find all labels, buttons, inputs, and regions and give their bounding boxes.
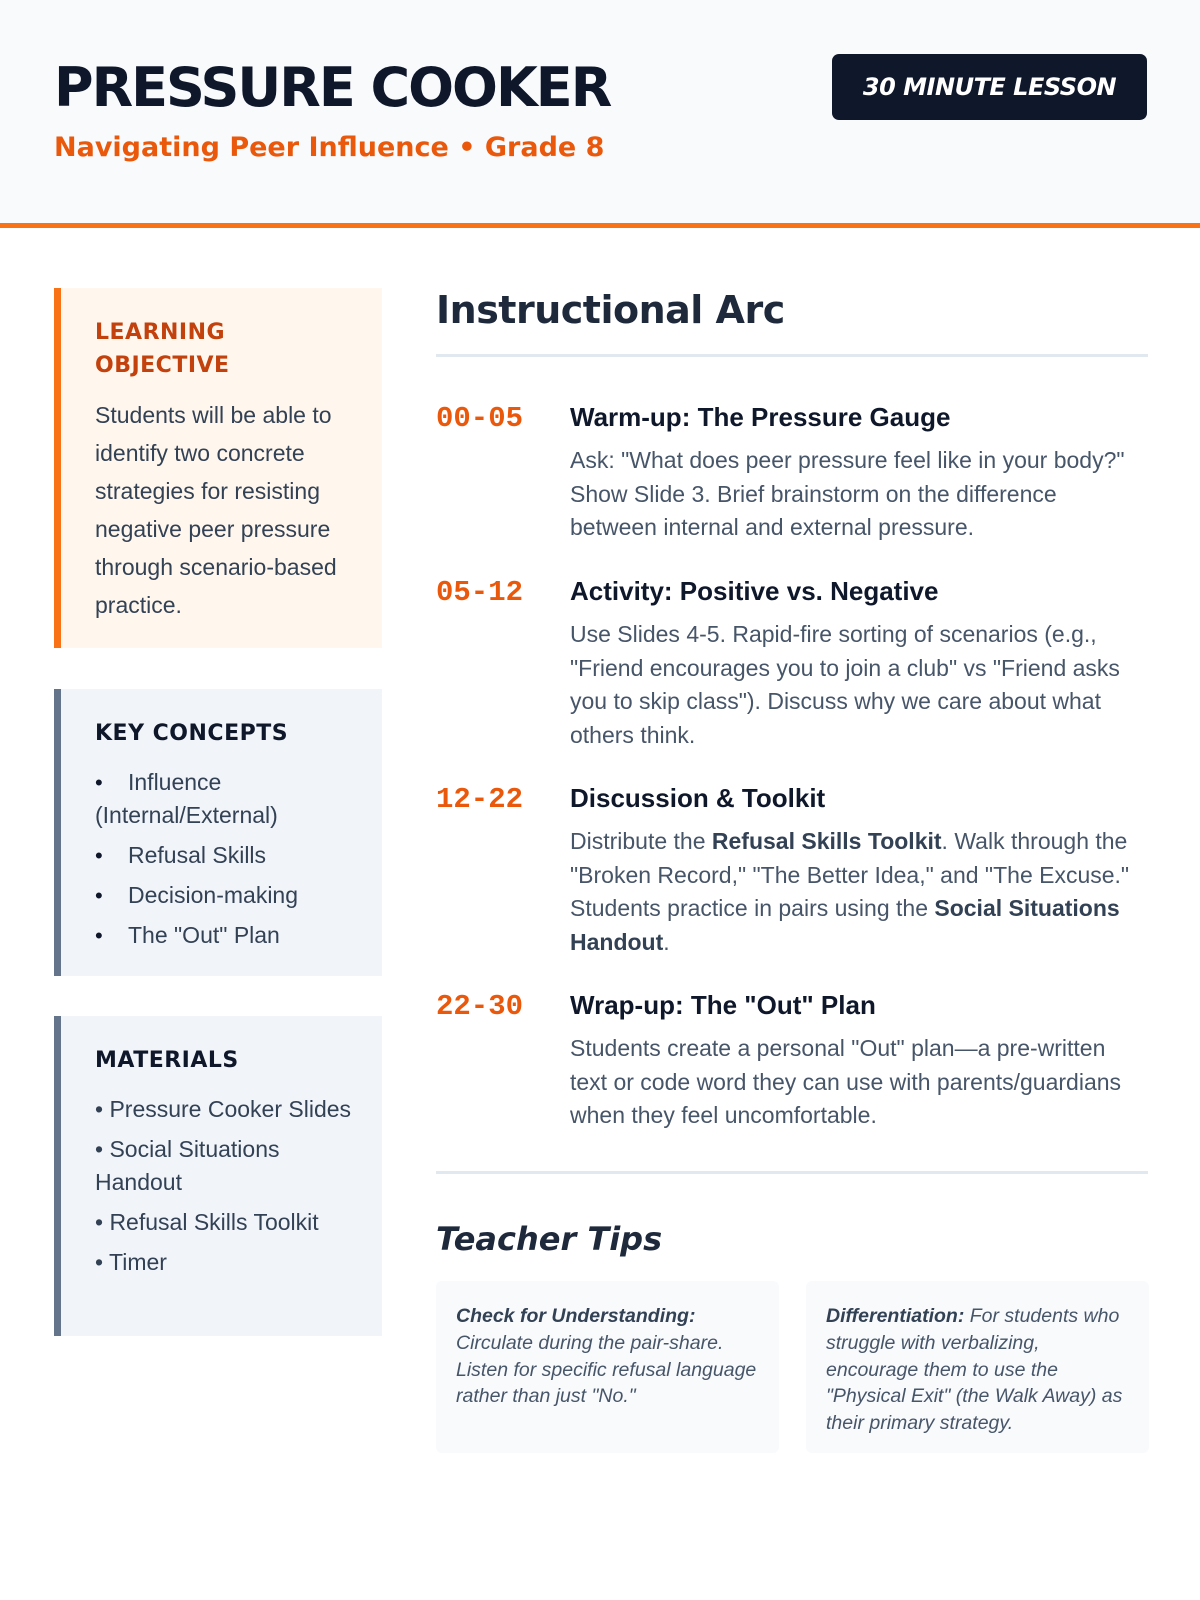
tip-label: Check for Understanding:	[456, 1305, 696, 1327]
learning-objective-title: LEARNING OBJECTIVE	[95, 320, 230, 378]
key-concepts-title: KEY CONCEPTS	[95, 721, 289, 746]
list-item: • Refusal Skills Toolkit	[95, 1209, 319, 1235]
step-description: Students create a personal "Out" plan—a pre-written text or code word they can use with parents/guardians when they feel uncomfortable.	[570, 1035, 1122, 1128]
handout-reference: Social Situations Handout	[570, 895, 1120, 955]
list-item: • Refusal Skills	[95, 839, 354, 872]
materials-list	[95, 1093, 354, 1279]
instructional-arc-title: Instructional Arc	[436, 288, 785, 332]
materials-title: MATERIALS	[95, 1048, 239, 1073]
duration-badge: 30 MINUTE LESSON	[832, 54, 1147, 120]
step-description-text: Distribute the	[570, 828, 712, 854]
key-concepts-list	[95, 766, 354, 952]
list-item: • Decision-making	[95, 879, 354, 912]
materials-panel	[54, 1016, 382, 1336]
list-item: • Timer	[95, 1249, 167, 1275]
tip-card-understanding	[436, 1281, 779, 1453]
learning-objective-text: Students will be able to identify two concrete strategies for resisting negative peer pressure through scenario-based practice.	[95, 402, 337, 618]
toolkit-reference: Refusal Skills Toolkit	[711, 828, 942, 854]
step-description-text: .	[663, 928, 670, 955]
step-description: Ask: "What does peer pressure feel like in your body?" Show Slide 3. Brief brainstorm on the difference between internal and external pressure.	[570, 447, 1125, 540]
learning-objective-panel	[54, 288, 382, 648]
step-title: Discussion & Toolkit	[570, 783, 826, 813]
tip-label: Differentiation:	[826, 1305, 965, 1327]
key-concepts-panel	[54, 689, 382, 976]
list-item: • Influence (Internal/External)	[95, 766, 354, 832]
tip-text: Circulate during the pair-share. Listen for specific refusal language rather than just "No."	[456, 1331, 757, 1408]
tip-text: For students who struggle with verbalizing, encourage them to use the "Physical Exit" (the Walk Away) as their primary strategy.	[826, 1305, 1123, 1435]
step-title: Warm-up: The Pressure Gauge	[570, 402, 951, 432]
tip-card-differentiation	[806, 1281, 1149, 1453]
step-time: 12-22	[436, 783, 524, 816]
step-title: Wrap-up: The "Out" Plan	[570, 990, 876, 1020]
step-description	[570, 825, 1148, 959]
page-subtitle: Navigating Peer Influence • Grade 8	[54, 132, 605, 163]
page-title: PRESSURE COOKER	[54, 56, 611, 119]
teacher-tips-title: Teacher Tips	[436, 1220, 663, 1258]
list-item: • Pressure Cooker Slides	[95, 1096, 352, 1122]
list-item: • Social Situations Handout	[95, 1136, 280, 1195]
step-time: 05-12	[436, 576, 524, 609]
step-description: Use Slides 4-5. Rapid-fire sorting of scenarios (e.g., "Friend encourages you to join a club" vs "Friend asks you to skip class"). Discuss why we care about what others think.	[570, 621, 1120, 748]
step-time: 00-05	[436, 402, 524, 435]
divider	[436, 354, 1148, 357]
step-time: 22-30	[436, 990, 524, 1023]
step-description-text: . Walk through the "Broken Record," "The Better Idea," and "The Excuse." Students practice in pairs using the	[570, 828, 1130, 921]
page-header	[0, 0, 1200, 228]
list-item: • The "Out" Plan	[95, 919, 354, 952]
step-title: Activity: Positive vs. Negative	[570, 576, 939, 606]
divider	[436, 1171, 1148, 1174]
